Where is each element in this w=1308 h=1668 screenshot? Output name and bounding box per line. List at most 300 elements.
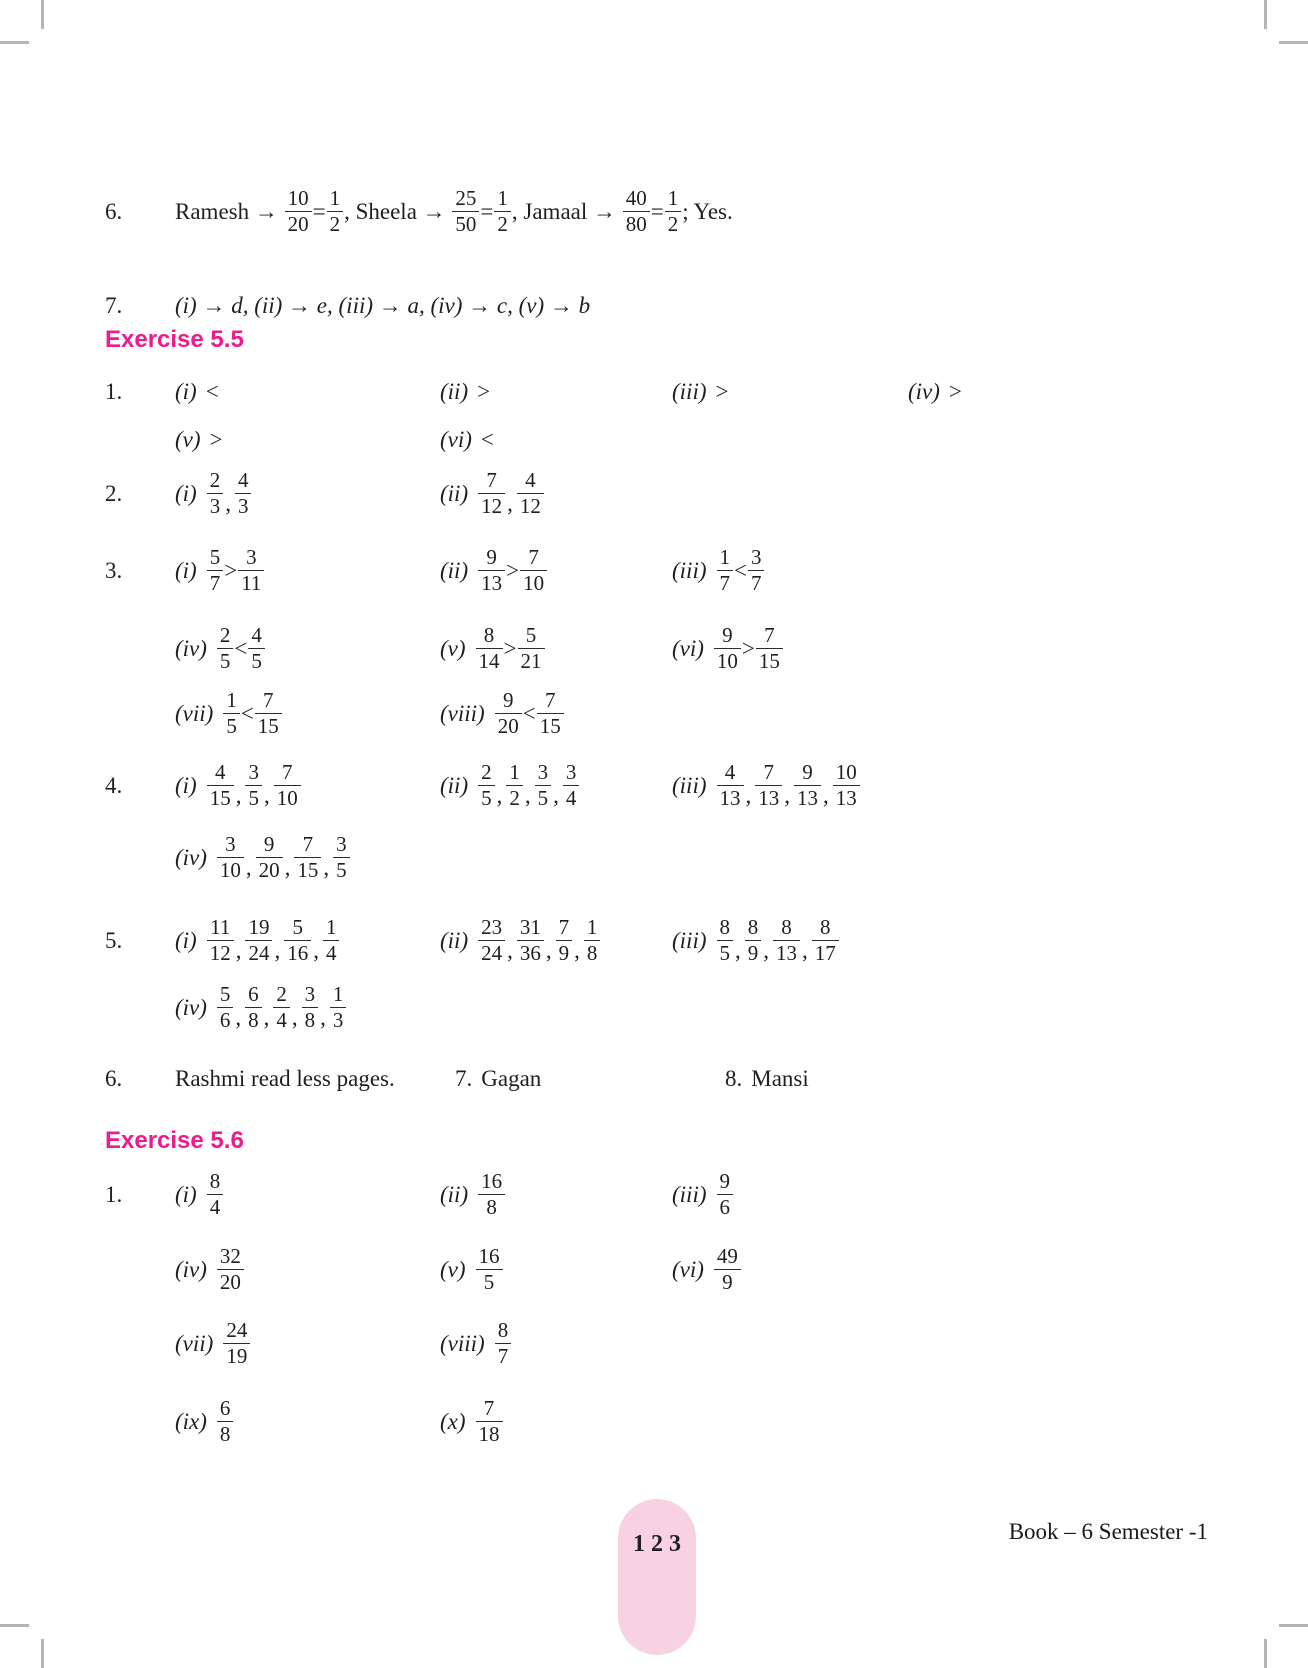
fraction [285,186,312,237]
item-label: (ii) [440,772,469,798]
fraction-denominator: 13 [835,786,857,810]
separator-comma: , [507,937,513,963]
fraction-denominator: 3 [237,494,249,518]
item-label: (iii) [672,772,707,798]
answer-item [440,1244,672,1295]
answer-item [672,1244,742,1295]
separator-comma: , [545,937,552,963]
answer-item [672,623,784,674]
fraction-numerator: 5 [518,623,545,649]
fraction [537,688,564,739]
item-label: (vi) [672,635,704,661]
fraction-denominator: 8 [586,941,598,965]
answer-text: Mansi [751,1066,809,1091]
answer-text: < [205,379,219,404]
fraction [623,186,650,237]
separator-comma: , [735,937,741,963]
answer-text: = [480,198,494,224]
fraction-numerator: 4 [717,760,744,786]
answer-text: > [715,379,729,404]
fraction [794,760,821,811]
answer-text: > [741,635,755,661]
answer-row [105,1396,1218,1447]
question-number: 1. [105,1181,123,1207]
fraction [517,468,544,519]
fraction [478,545,505,596]
fraction-numerator: 16 [478,1169,505,1195]
answer-text: > [503,635,517,661]
fraction [556,915,573,966]
fraction-denominator: 12 [481,494,503,518]
fraction-denominator: 8 [486,1195,497,1219]
crop-mark-top-left-vertical [41,0,44,29]
fraction-denominator: 4 [276,1008,287,1032]
item-label: (iii) [672,927,707,953]
fraction-numerator: 3 [535,760,552,786]
answer-item [440,760,672,811]
separator-comma: , [225,490,231,516]
fraction-numerator: 7 [556,915,573,941]
item-label: (iii) [672,557,707,583]
answer-text: > [477,379,491,404]
separator-comma: , [745,782,752,808]
fraction-denominator: 80 [625,212,647,236]
fraction-numerator: 49 [714,1244,741,1270]
separator-comma: , [274,937,281,963]
item-label: (vii) [175,1330,214,1356]
fraction [245,915,272,966]
fraction [273,982,290,1033]
separator-comma: , [313,937,319,963]
fraction-numerator: 8 [207,1169,224,1195]
fraction-denominator: 5 [219,649,231,673]
answer-item [175,1396,440,1447]
fraction-denominator: 6 [719,1195,730,1219]
fraction-denominator: 10 [276,786,298,810]
fraction [535,760,552,811]
fraction-denominator: 2 [329,212,341,236]
fraction-numerator: 1 [506,760,523,786]
fraction-denominator: 8 [304,1008,316,1032]
separator-comma: , [507,490,513,516]
fraction [717,760,744,811]
fraction-numerator: 9 [794,760,821,786]
crop-mark-bottom-right-vertical [1264,1639,1267,1668]
crop-mark-top-right-vertical [1264,0,1267,29]
separator-comma: , [763,937,769,963]
answer-item [440,915,672,966]
answer-text: > [224,557,238,583]
fraction-denominator: 5 [719,941,730,965]
item-label: (ii) [440,379,469,404]
item-label: (ii) [440,1181,469,1207]
fraction-denominator: 21 [520,649,542,673]
answer-item [672,915,840,966]
answer-item [440,1396,504,1447]
fraction [284,915,311,966]
fraction-denominator: 50 [455,212,477,236]
fraction [478,468,505,519]
separator-comma: , [263,1004,270,1030]
fraction [323,915,340,966]
fraction-denominator: 13 [797,786,818,810]
fraction-denominator: 15 [539,714,561,738]
fraction [223,688,240,739]
fraction-numerator: 11 [207,915,234,941]
separator-comma: , [784,782,790,808]
item-label: (v) [175,427,201,452]
fraction [217,1244,244,1295]
fraction-numerator: 1 [327,186,344,212]
answer-text: = [312,198,326,224]
item-label: (viii) [440,1330,485,1356]
fraction-numerator: 32 [217,1244,244,1270]
answer-item [455,1066,725,1092]
fraction [333,832,350,883]
fraction [584,915,601,966]
fraction-numerator: 4 [207,760,234,786]
fraction-denominator: 2 [667,212,679,236]
fraction-numerator: 7 [274,760,301,786]
fraction [717,1169,734,1220]
answer-row [105,915,1218,966]
fraction [207,760,234,811]
fraction [245,982,262,1033]
fraction [478,915,505,966]
fraction [495,1318,512,1369]
fraction-numerator: 3 [245,760,262,786]
answer-item [440,623,672,674]
fraction [207,1169,224,1220]
answer-text: Rashmi read less pages. [175,1066,395,1091]
fraction-denominator: 20 [219,1270,241,1294]
answer-row [105,1169,1218,1220]
answer-text: > [209,427,223,452]
item-label: (iii) [672,379,707,404]
item-label: (x) [440,1408,466,1434]
fraction [495,688,522,739]
fraction-numerator: 7 [294,832,321,858]
answer-text: ; Yes. [682,198,733,224]
item-label: (vi) [440,427,472,452]
answer-text: > [506,557,520,583]
answer-item [175,623,440,674]
item-label: (iii) [672,1181,707,1207]
fraction [478,760,495,811]
answer-item [175,982,347,1033]
item-label: (vi) [672,1256,704,1282]
fraction-numerator: 8 [495,1318,512,1344]
fraction [520,545,547,596]
answer-row [105,688,1218,739]
fraction [478,1169,505,1220]
fraction-denominator: 3 [209,494,221,518]
answer-text: > [948,379,962,404]
fraction-numerator: 2 [478,760,495,786]
question-number: 1. [105,379,123,404]
fraction-denominator: 18 [478,1422,500,1446]
fraction [518,623,545,674]
answer-row [105,832,1218,883]
answer-row [105,982,1218,1033]
separator-comma: , [235,782,242,808]
fraction [756,623,783,674]
item-label: (v) [440,1256,466,1282]
fraction [717,545,734,596]
fraction-denominator: 5 [248,786,259,810]
question-number: 6. [105,1066,123,1091]
separator-comma: , [284,854,291,880]
separator-comma: , [263,782,270,808]
fraction-numerator: 3 [333,832,350,858]
fraction-denominator: 9 [747,941,759,965]
answer-item [175,545,440,596]
fraction-denominator: 2 [509,786,520,810]
fraction-denominator: 7 [497,1344,509,1368]
answer-text: < [234,635,248,661]
answer-item [175,427,440,453]
section-heading-row [105,326,1218,354]
fraction [476,1396,503,1447]
fraction-denominator: 4 [565,786,577,810]
fraction-numerator: 23 [478,915,505,941]
section-heading-row [105,1127,1218,1155]
separator-comma: , [496,782,503,808]
answer-item [672,1169,734,1220]
fraction-denominator: 24 [248,941,270,965]
answer-row [105,427,1218,453]
fraction-numerator: 4 [517,468,544,494]
answer-text: < [240,700,254,726]
fraction-numerator: 6 [245,982,262,1008]
fraction-numerator: 9 [478,545,505,571]
footer-text: Book – 6 Semester -1 [1008,1519,1208,1544]
fraction-numerator: 1 [330,982,347,1008]
fraction-denominator: 14 [478,649,500,673]
fraction-denominator: 8 [219,1422,231,1446]
item-label: (i) [175,557,197,583]
fraction [302,982,319,1033]
fraction-numerator: 4 [248,623,265,649]
fraction-numerator: 5 [207,545,224,571]
question-number: 6. [105,198,123,224]
fraction-denominator: 5 [251,649,262,673]
question-number: 4. [105,772,123,798]
answer-row [105,623,1218,674]
fraction-denominator: 9 [558,941,570,965]
fraction-denominator: 6 [219,1008,231,1032]
fraction-numerator: 6 [217,1396,234,1422]
fraction-denominator: 13 [481,571,503,595]
item-label: (i) [175,1181,197,1207]
answer-text: = [650,198,664,224]
fraction-denominator: 5 [336,858,347,882]
page-number: 123 [633,1531,687,1557]
answer-item [908,379,962,405]
fraction [714,623,741,674]
fraction-numerator: 1 [584,915,601,941]
fraction [833,760,860,811]
fraction-denominator: 36 [519,941,541,965]
separator-comma: , [320,1004,326,1030]
answer-text: Ramesh → [175,198,284,224]
fraction [248,623,265,674]
crop-mark-top-left-horizontal [0,41,29,44]
fraction-numerator: 5 [284,915,311,941]
fraction [207,915,234,966]
fraction-numerator: 3 [748,545,765,571]
item-label: (i) [175,379,197,404]
answer-item [672,379,908,405]
fraction [494,186,511,237]
fraction-denominator: 19 [226,1344,248,1368]
fraction-denominator: 24 [481,941,503,965]
fraction-denominator: 5 [537,786,549,810]
fraction-numerator: 2 [207,468,224,494]
crop-mark-bottom-left-vertical [41,1639,44,1668]
answer-text: (i) → d, (ii) → e, (iii) → a, (iv) → c, (v) → b [175,293,591,318]
fraction [665,186,682,237]
fraction [327,186,344,237]
answer-item [175,915,440,966]
item-label: (ii) [440,480,469,506]
item-label: (iv) [175,1256,207,1282]
answer-item [175,1169,440,1220]
fraction-numerator: 3 [217,832,244,858]
fraction-numerator: 2 [217,623,234,649]
answer-row [105,1318,1218,1369]
item-label: 8. [725,1066,743,1091]
fraction-numerator: 9 [256,832,283,858]
fraction-denominator: 15 [209,786,231,810]
crop-mark-bottom-left-horizontal [0,1624,29,1627]
answer-item [175,760,440,811]
fraction-numerator: 3 [302,982,319,1008]
fraction-denominator: 15 [297,858,319,882]
answer-item [175,293,590,319]
fraction [812,915,839,966]
fraction [217,832,244,883]
fraction-numerator: 31 [517,915,544,941]
fraction [207,545,224,596]
fraction [235,468,252,519]
answer-row [105,379,1218,405]
fraction-denominator: 2 [497,212,508,236]
fraction-denominator: 10 [716,649,738,673]
item-label: (viii) [440,700,485,726]
answer-item [175,1318,440,1369]
fraction-denominator: 13 [719,786,741,810]
answer-row [105,1244,1218,1295]
item-label: 7. [455,1066,473,1091]
separator-comma: , [524,782,531,808]
fraction-numerator: 8 [812,915,839,941]
answer-item [440,427,494,453]
answer-item [175,688,440,739]
fraction-numerator: 9 [714,623,741,649]
fraction [238,545,264,596]
fraction-numerator: 1 [665,186,682,212]
answer-text: Gagan [481,1066,542,1091]
section-heading: Exercise 5.6 [105,1127,244,1154]
crop-mark-bottom-right-horizontal [1279,1624,1308,1627]
answer-item [440,468,545,519]
answer-item [175,832,351,883]
fraction [255,688,282,739]
item-label: (ix) [175,1408,207,1434]
fraction-numerator: 7 [756,623,783,649]
fraction [745,915,762,966]
fraction-numerator: 7 [476,1396,503,1422]
fraction [294,832,321,883]
separator-comma: , [291,1004,298,1030]
fraction-numerator: 7 [537,688,564,714]
answer-row [105,760,1218,811]
fraction-denominator: 3 [332,1008,344,1032]
fraction [517,915,544,966]
item-label: (i) [175,927,197,953]
answer-text: < [522,700,536,726]
fraction-numerator: 16 [476,1244,503,1270]
answer-row [105,468,1218,519]
fraction-numerator: 1 [323,915,340,941]
fraction-numerator: 10 [833,760,860,786]
item-label: (iv) [175,635,207,661]
fraction-numerator: 3 [563,760,580,786]
answer-item [175,186,733,237]
question-number: 7. [105,293,123,318]
fraction-denominator: 12 [519,494,541,518]
fraction-denominator: 7 [750,571,762,595]
fraction-denominator: 15 [758,649,780,673]
fraction-denominator: 17 [814,941,836,965]
separator-comma: , [235,937,242,963]
item-label: (iv) [175,844,207,870]
item-label: (i) [175,772,197,798]
fraction-denominator: 10 [219,858,241,882]
fraction-numerator: 7 [520,545,547,571]
fraction-denominator: 13 [758,786,780,810]
fraction-numerator: 1 [494,186,511,212]
fraction-numerator: 7 [255,688,282,714]
fraction-numerator: 25 [452,186,479,212]
answer-text: , Sheela → [344,198,452,224]
fraction [748,545,765,596]
fraction [217,982,234,1033]
fraction [223,1318,250,1369]
item-label: (iv) [175,994,207,1020]
section-heading: Exercise 5.5 [105,326,244,353]
fraction-denominator: 5 [226,714,237,738]
fraction-numerator: 9 [495,688,522,714]
answer-row [105,293,1218,319]
fraction [452,186,479,237]
separator-comma: , [323,854,330,880]
fraction [256,832,283,883]
item-label: (vii) [175,700,214,726]
fraction-denominator: 7 [719,571,730,595]
separator-comma: , [245,854,252,880]
fraction-denominator: 11 [241,571,262,595]
separator-comma: , [553,782,559,808]
answer-item [672,760,861,811]
fraction [717,915,734,966]
crop-mark-top-right-horizontal [1279,41,1308,44]
separator-comma: , [802,937,808,963]
fraction-numerator: 8 [476,623,503,649]
fraction-denominator: 5 [481,786,492,810]
answer-item [440,688,565,739]
